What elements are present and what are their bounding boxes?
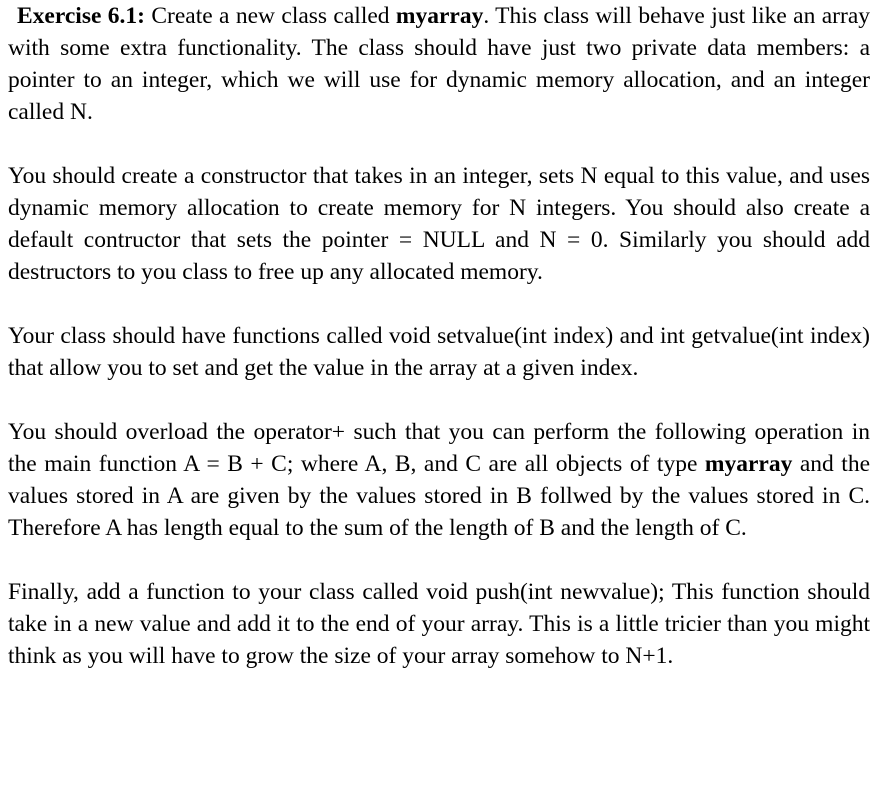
paragraph-constructor: You should create a constructor that takes in an integer, sets N equal to this value, and uses dynamic memory allocation to create memory for N integers. You should also create a default contructor that sets the pointer = NULL and N = 0. Similarly you should add destructors to you class to free up any allocated memory. xyxy=(8,163,870,285)
operator-text-1: You should overload the operator+ such that you can perform the following operation in the main function A = B + C; where A, B, and C are all objects of type xyxy=(8,419,870,477)
paragraph-push: Finally, add a function to your class called void push(int newvalue); This function should take in a new value and add it to the end of your array. This is a little tricier than you might think as you will have to grow the size of your array somehow to N+1. xyxy=(8,579,870,669)
exercise-heading: Exercise 6.1: xyxy=(17,3,145,29)
intro-text-2: . This class will behave just like an array with some extra functionality. The class should have just two private data members: a pointer to an integer, which we will use for dynamic memory allocation, and an integer called N. xyxy=(8,3,870,125)
paragraph-intro xyxy=(8,0,870,128)
class-name-myarray-2: myarray xyxy=(704,451,793,477)
exercise-document xyxy=(8,0,870,672)
paragraph-functions: Your class should have functions called void setvalue(int index) and int getvalue(int index) that allow you to set and get the value in the array at a given index. xyxy=(8,323,870,381)
intro-text-1: Create a new class called xyxy=(144,3,396,29)
operator-text-2: and the values stored in A are given by the values stored in B follwed by the values stored in C. Therefore A has length equal to the sum of the length of B and the length of C. xyxy=(8,451,870,541)
class-name-myarray: myarray xyxy=(395,3,484,29)
paragraph-operator-overload xyxy=(8,416,870,544)
